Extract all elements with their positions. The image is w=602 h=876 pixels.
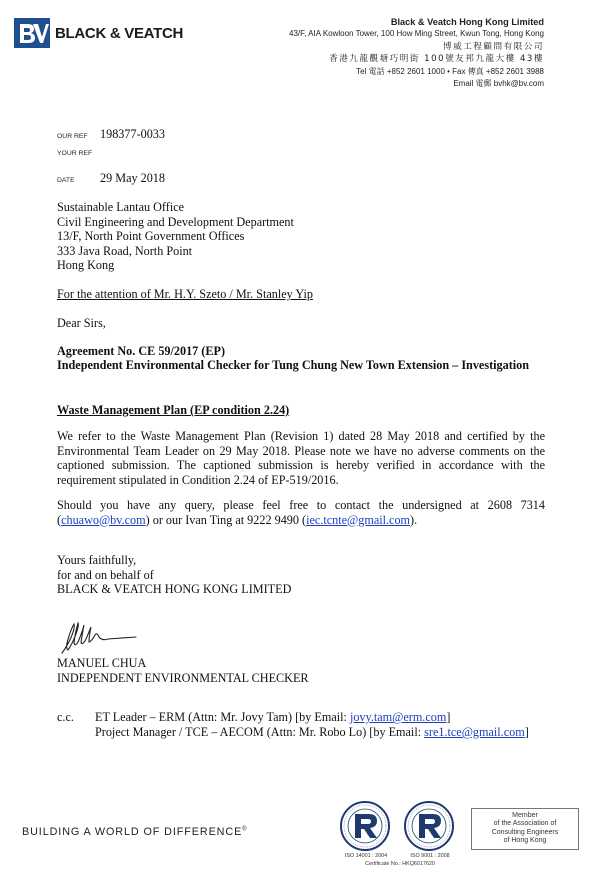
your-ref-row	[57, 150, 100, 157]
brand-name: BLACK & VEATCH	[55, 24, 184, 42]
closing-line: BLACK & VEATCH HONG KONG LIMITED	[57, 582, 292, 597]
signatory-name: MANUEL CHUA	[57, 656, 147, 670]
member-line: Member	[512, 812, 538, 819]
closing-block	[57, 553, 545, 597]
iso9001-caption: ISO 9001 : 2008	[410, 853, 450, 859]
email-link-jovy[interactable]: jovy.tam@erm.com	[349, 710, 447, 724]
section-heading: Waste Management Plan (EP condition 2.24)	[57, 403, 290, 417]
body-paragraph-1: We refer to the Waste Management Plan (Revision 1) dated 28 May 2018 and certified by the Environmental Team Leader on 29 May 2018. Please note we have no adverse comments on the captioned submission. The captioned submission is hereby verified in accordance with the requirement stipulated in Condition 2.24 of EP-519/2016.	[57, 429, 545, 487]
our-ref-value: 198377-0033	[100, 127, 165, 141]
recipient-line: 333 Java Road, North Point	[57, 243, 193, 258]
cc-line-erm	[95, 710, 529, 725]
cc-line-aecom	[95, 725, 529, 740]
date-value: 29 May 2018	[100, 171, 165, 185]
cc-text: Project Manager / TCE – AECOM (Attn: Mr. Robo Lo) [by Email:	[95, 725, 425, 739]
registered-mark: ®	[242, 826, 248, 833]
email-link-sre1[interactable]: sre1.tce@gmail.com	[424, 725, 525, 739]
date-row	[57, 171, 165, 186]
your-ref-label: YOUR REF	[57, 150, 93, 157]
certificate-number: Certificate No.: HKQ6017620	[365, 861, 435, 867]
salutation: Dear Sirs,	[57, 316, 106, 330]
tel-fax: Tel 電話 +852 2601 1000 • Fax 傳真 +852 2601 3988	[356, 66, 544, 76]
our-ref-label: OUR REF	[57, 133, 88, 140]
paragraph-text: Should you have any query, please feel free to contact the undersigned at 2608 7314 (	[57, 498, 545, 527]
acehk-membership-box	[471, 808, 579, 850]
letterhead-address	[289, 16, 544, 90]
signatory-block	[57, 656, 545, 685]
hkqaa-iso14001-seal-icon	[339, 800, 391, 856]
closing-line: for and on behalf of	[57, 567, 154, 582]
cc-text: ]	[524, 725, 529, 739]
cc-list	[95, 710, 529, 740]
date-label: DATE	[57, 177, 75, 184]
body-paragraph-2	[57, 498, 545, 527]
recipient-line: Hong Kong	[57, 258, 115, 273]
member-line: of the Association of	[493, 820, 557, 828]
iso14001-caption: ISO 14001 : 2004	[344, 853, 388, 859]
agreement-number: Agreement No. CE 59/2017 (EP)	[57, 344, 226, 358]
paragraph-text: ) or our Ivan Ting at 9222 9490 (	[145, 512, 307, 527]
company-name-chinese: 博威工程顧問有限公司	[443, 41, 544, 52]
company-email: Email 電郵 bvhk@bv.com	[453, 79, 544, 89]
cc-block	[57, 710, 529, 740]
company-name: Black & Veatch Hong Kong Limited	[390, 17, 544, 27]
company-address: 43/F, AIA Kowloon Tower, 100 How Ming Street, Kwun Tong, Hong Kong	[289, 29, 544, 39]
handwritten-signature	[58, 615, 138, 659]
member-line: of Hong Kong	[503, 837, 547, 845]
recipient-line: 13/F, North Point Government Offices	[57, 229, 245, 244]
company-address-chinese: 香港九龍觀塘巧明街 100號友邦九龍大樓 43樓	[329, 54, 544, 65]
attention-line: For the attention of Mr. H.Y. Szeto / Mr. Stanley Yip	[57, 287, 313, 301]
signatory-title: INDEPENDENT ENVIRONMENTAL CHECKER	[57, 670, 309, 685]
subject-title: Independent Environmental Checker for Tung Chung New Town Extension – Investigation	[57, 358, 530, 372]
hkqaa-iso9001-seal-icon	[403, 800, 455, 856]
recipient-line: Sustainable Lantau Office	[57, 200, 185, 214]
recipient-line: Civil Engineering and Development Department	[57, 214, 294, 229]
member-line: Consulting Engineers	[491, 828, 559, 836]
cc-text: ]	[446, 710, 451, 724]
our-ref-row	[57, 127, 165, 142]
company-logo	[14, 18, 183, 48]
email-link-iec[interactable]: iec.tcnte@gmail.com	[306, 512, 411, 527]
paragraph-text: ).	[410, 512, 418, 527]
cc-text: ET Leader – ERM (Attn: Mr. Jovy Tam) [by Email:	[95, 710, 350, 724]
bv-logo-icon	[14, 18, 50, 48]
cc-label: c.c.	[57, 710, 74, 724]
recipient-address	[57, 200, 545, 273]
tagline-text: BUILDING A WORLD OF DIFFERENCE	[22, 826, 243, 838]
footer-tagline	[22, 826, 248, 838]
closing-line: Yours faithfully,	[57, 553, 137, 567]
email-link-chuawo[interactable]: chuawo@bv.com	[61, 512, 146, 527]
